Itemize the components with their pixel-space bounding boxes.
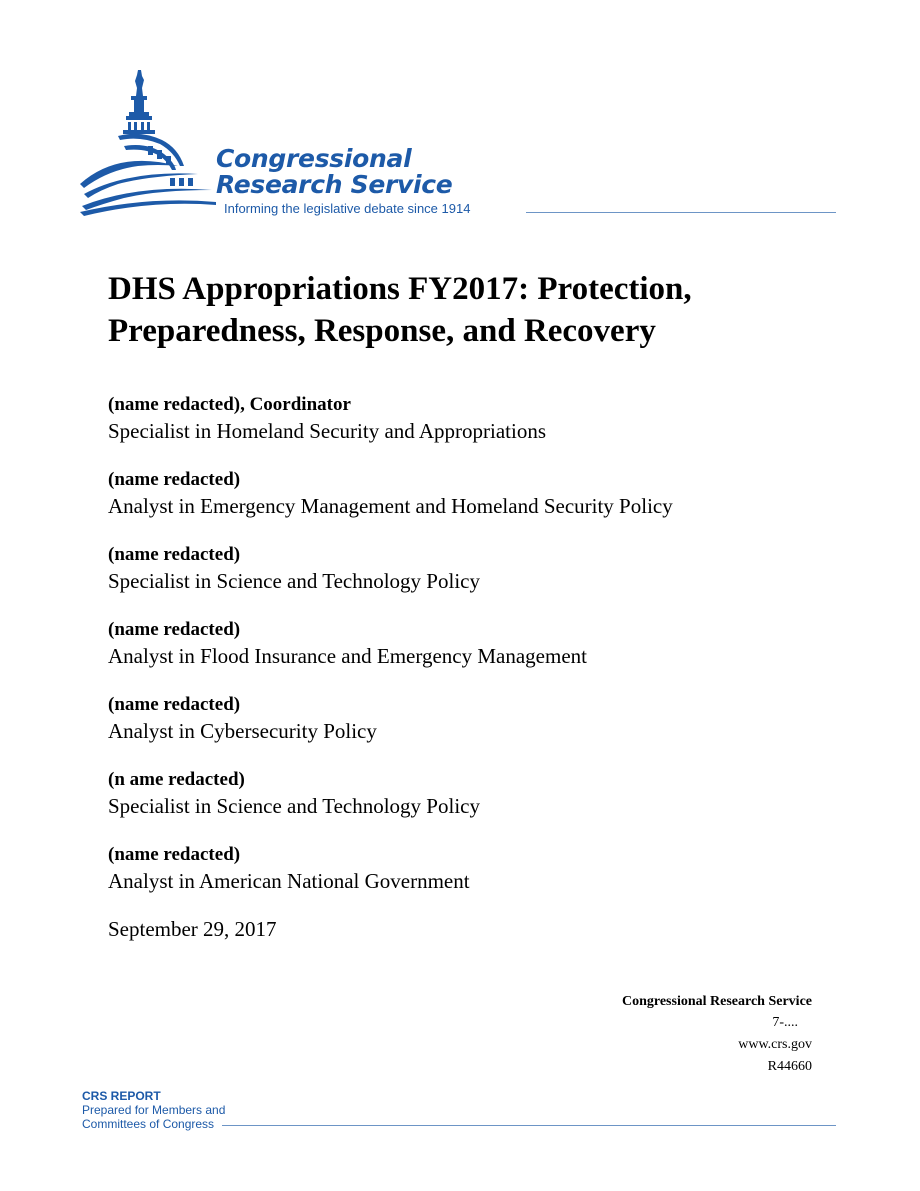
author-name: (name redacted): [108, 619, 241, 640]
author-entry: [108, 543, 868, 618]
tagline-rule: [526, 212, 836, 213]
author-role: Analyst in American National Government: [108, 869, 470, 893]
author-name: (name redacted): [108, 844, 241, 865]
report-number: R44660: [767, 1059, 812, 1074]
author-list: [108, 393, 868, 918]
author-entry: [108, 843, 868, 918]
crs-contact-block: [622, 992, 812, 1078]
crs-phone: 7-....: [772, 1015, 798, 1030]
footer-line: Committees of Congress: [82, 1117, 215, 1131]
author-role: Analyst in Flood Insurance and Emergency Management: [108, 644, 587, 668]
author-entry: [108, 468, 868, 543]
author-role: Analyst in Cybersecurity Policy: [108, 719, 377, 743]
crs-report-footer: [82, 1089, 225, 1131]
author-entry: [108, 768, 868, 843]
crs-name: Congressional Research Service: [621, 994, 812, 1009]
footer-label: CRS REPORT: [82, 1089, 161, 1103]
author-entry: [108, 393, 868, 468]
report-title: DHS Appropriations FY2017: Protection, Preparedness, Response, and Recovery: [108, 271, 692, 349]
logo-wordmark-line1: Congressional: [216, 144, 412, 173]
author-entry: [108, 693, 868, 768]
author-name: (n ame redacted): [108, 769, 245, 790]
logo-tagline: Informing the legislative debate since 1914: [224, 201, 471, 216]
author-entry: [108, 618, 868, 693]
capitol-dome-icon: [78, 66, 218, 216]
logo-wordmark-line2: Research Service: [216, 170, 453, 199]
author-role: Specialist in Science and Technology Policy: [108, 569, 480, 593]
footer-line: Prepared for Members and: [82, 1103, 226, 1117]
author-name: (name redacted): [108, 469, 241, 490]
author-name: (name redacted): [108, 544, 241, 565]
author-name: (name redacted), Coordinator: [108, 394, 351, 415]
footer-rule: [222, 1125, 836, 1126]
author-role: Specialist in Science and Technology Policy: [108, 794, 480, 818]
author-role: Analyst in Emergency Management and Homeland Security Policy: [108, 494, 673, 518]
author-role: Specialist in Homeland Security and Appropriations: [108, 419, 547, 443]
author-name: (name redacted): [108, 694, 241, 715]
publication-date: September 29, 2017: [108, 917, 277, 941]
crs-website-link[interactable]: www.crs.gov: [738, 1037, 812, 1052]
